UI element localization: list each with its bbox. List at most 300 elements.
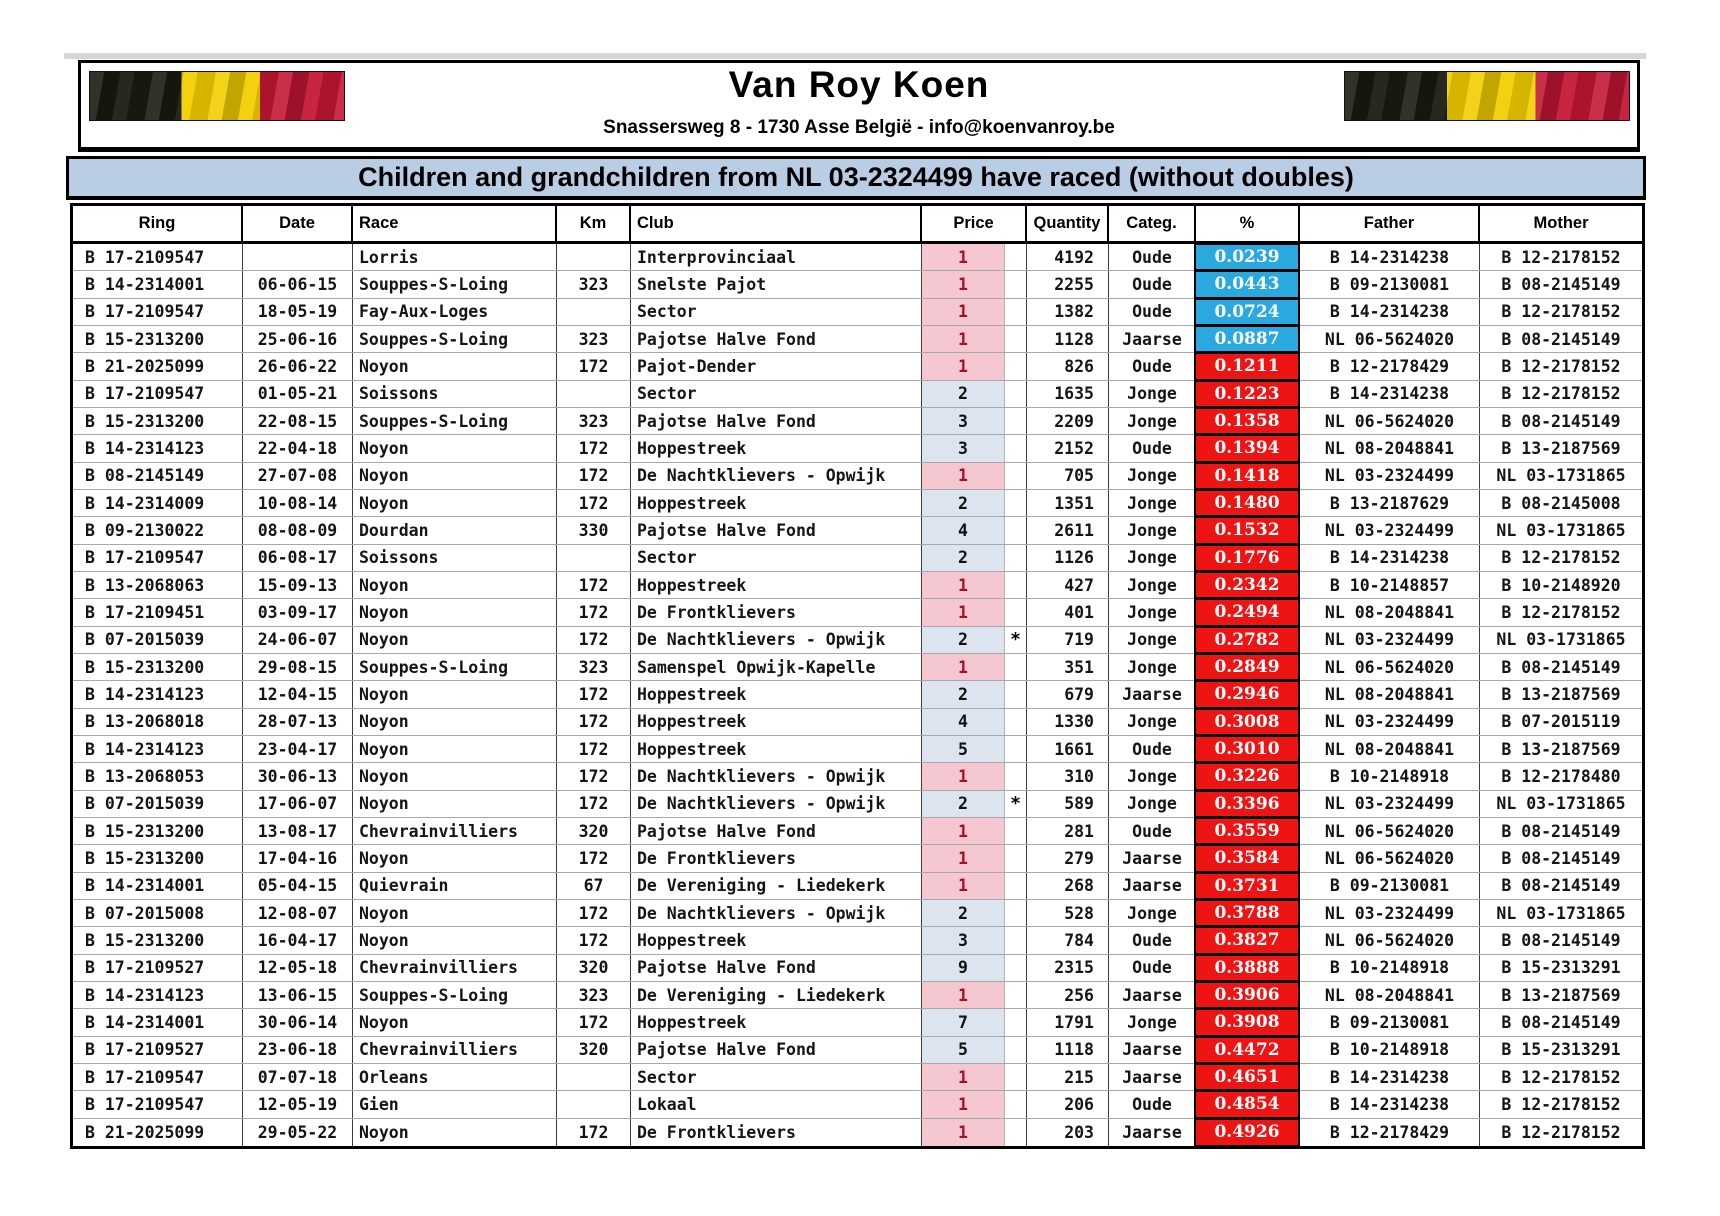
- column-header-date: Date: [243, 206, 353, 241]
- cell-mother: NL 03-1731865: [1496, 903, 1626, 923]
- cell-categ: Jonge: [1109, 791, 1196, 817]
- cell-race: Noyon: [353, 681, 557, 707]
- cell-father: B 14-2314238: [1300, 1091, 1480, 1117]
- cell-club: De Nachtklievers - Opwijk: [631, 463, 922, 489]
- cell-categ: Jonge: [1109, 654, 1196, 680]
- cell-price: 1: [922, 654, 1004, 680]
- cell-qty: 589: [1027, 791, 1109, 817]
- cell-categ: Jonge: [1109, 709, 1196, 735]
- cell-price: 2: [922, 545, 1004, 571]
- cell-mother: B 15-2313291: [1501, 958, 1621, 978]
- table-row: [73, 955, 1642, 982]
- cell-star: [1004, 572, 1027, 598]
- cell-categ: Oude: [1109, 299, 1196, 325]
- cell-date: 18-05-19: [243, 299, 353, 325]
- cell-pct: [1196, 654, 1300, 680]
- cell-qty: 351: [1027, 654, 1109, 680]
- cell-mother: B 08-2145149: [1501, 274, 1621, 294]
- cell-qty: 719: [1027, 627, 1109, 653]
- column-header-ring: Ring: [73, 206, 243, 241]
- cell-ring: B 14-2314123: [73, 435, 243, 461]
- table-row: [73, 736, 1642, 763]
- cell-qty: 2209: [1027, 408, 1109, 434]
- cell-categ: Jaarse: [1109, 1037, 1196, 1063]
- cell-km: 172: [557, 900, 631, 926]
- cell-price: 1: [922, 572, 1004, 598]
- cell-pct: [1196, 927, 1300, 953]
- cell-ring: B 13-2068063: [73, 572, 243, 598]
- table-row: [73, 490, 1642, 517]
- cell-km: [557, 1091, 631, 1117]
- cell-pct: [1196, 463, 1300, 489]
- cell-price: 1: [922, 353, 1004, 379]
- cell-date: 03-09-17: [243, 599, 353, 625]
- cell-father: NL 08-2048841: [1300, 435, 1480, 461]
- cell-father: B 14-2314238: [1300, 545, 1480, 571]
- cell-star: [1004, 1119, 1027, 1146]
- cell-mother: NL 03-1731865: [1496, 520, 1626, 540]
- cell-mother: B 13-2187569: [1501, 438, 1621, 458]
- cell-pct: [1196, 545, 1300, 571]
- table-body: [73, 244, 1642, 1146]
- percent-value: 0.0239: [1194, 243, 1300, 271]
- cell-mother: B 12-2178152: [1501, 247, 1621, 267]
- cell-qty: 2255: [1027, 271, 1109, 297]
- cell-date: 12-08-07: [243, 900, 353, 926]
- cell-qty: 256: [1027, 982, 1109, 1008]
- cell-club: Interprovinciaal: [631, 244, 922, 270]
- cell-ring: B 07-2015039: [73, 627, 243, 653]
- cell-star: [1004, 271, 1027, 297]
- column-header-father: Father: [1300, 206, 1480, 241]
- cell-date: 17-06-07: [243, 791, 353, 817]
- cell-ring: B 13-2068018: [73, 709, 243, 735]
- cell-club: De Frontklievers: [631, 845, 922, 871]
- cell-categ: Jonge: [1109, 763, 1196, 789]
- cell-ring: B 07-2015039: [73, 791, 243, 817]
- cell-qty: 1661: [1027, 736, 1109, 762]
- table-row: [73, 1091, 1642, 1118]
- cell-price: 4: [922, 709, 1004, 735]
- cell-categ: Oude: [1109, 353, 1196, 379]
- cell-race: Noyon: [353, 763, 557, 789]
- cell-qty: 1791: [1027, 1009, 1109, 1035]
- cell-ring: B 21-2025099: [73, 1119, 243, 1146]
- table-row: [73, 709, 1642, 736]
- cell-club: Pajotse Halve Fond: [631, 1037, 922, 1063]
- cell-date: 12-05-18: [243, 955, 353, 981]
- cell-ring: B 14-2314001: [73, 873, 243, 899]
- cell-mother: B 12-2178480: [1501, 766, 1621, 786]
- cell-price: 1: [922, 845, 1004, 871]
- percent-value: 0.3888: [1194, 954, 1300, 982]
- cell-race: Souppes-S-Loing: [353, 654, 557, 680]
- table-row: [73, 545, 1642, 572]
- cell-ring: B 14-2314001: [73, 271, 243, 297]
- cell-ring: B 17-2109547: [73, 545, 243, 571]
- cell-race: Noyon: [353, 435, 557, 461]
- cell-mother: B 08-2145149: [1501, 821, 1621, 841]
- cell-mother: B 08-2145149: [1501, 411, 1621, 431]
- table-row: [73, 299, 1642, 326]
- table-row: [73, 599, 1642, 626]
- cell-price: 2: [922, 381, 1004, 407]
- cell-ring: B 07-2015008: [73, 900, 243, 926]
- cell-ring: B 17-2109451: [73, 599, 243, 625]
- cell-categ: Oude: [1109, 1091, 1196, 1117]
- cell-club: Samenspel Opwijk-Kapelle: [631, 654, 922, 680]
- table-row: [73, 627, 1642, 654]
- cell-ring: B 17-2109547: [73, 381, 243, 407]
- cell-ring: B 14-2314123: [73, 681, 243, 707]
- cell-pct: [1196, 709, 1300, 735]
- cell-star: [1004, 353, 1027, 379]
- cell-price: 1: [922, 1091, 1004, 1117]
- cell-pct: [1196, 353, 1300, 379]
- cell-mother: B 12-2178152: [1501, 548, 1621, 568]
- percent-value: 0.2946: [1194, 680, 1300, 708]
- percent-value: 0.4926: [1194, 1118, 1300, 1147]
- cell-race: Noyon: [353, 845, 557, 871]
- column-header-km: Km: [557, 206, 631, 241]
- cell-club: Pajotse Halve Fond: [631, 326, 922, 352]
- cell-club: De Nachtklievers - Opwijk: [631, 627, 922, 653]
- cell-race: Gien: [353, 1091, 557, 1117]
- cell-categ: Oude: [1109, 955, 1196, 981]
- cell-km: 323: [557, 982, 631, 1008]
- cell-date: 22-08-15: [243, 408, 353, 434]
- cell-categ: Oude: [1109, 736, 1196, 762]
- cell-km: 320: [557, 955, 631, 981]
- cell-race: Noyon: [353, 1009, 557, 1035]
- cell-qty: 784: [1027, 927, 1109, 953]
- cell-mother: B 13-2187569: [1501, 684, 1621, 704]
- table-row: [73, 900, 1642, 927]
- cell-date: 24-06-07: [243, 627, 353, 653]
- cell-qty: 310: [1027, 763, 1109, 789]
- cell-star: [1004, 299, 1027, 325]
- cell-star: [1004, 955, 1027, 981]
- cell-star: *: [1004, 791, 1027, 817]
- cell-date: 30-06-14: [243, 1009, 353, 1035]
- table-row: [73, 435, 1642, 462]
- cell-father: NL 03-2324499: [1300, 517, 1480, 543]
- cell-mother: B 12-2178152: [1501, 384, 1621, 404]
- cell-star: [1004, 517, 1027, 543]
- cell-price: 1: [922, 326, 1004, 352]
- cell-race: Orleans: [353, 1064, 557, 1090]
- cell-qty: 268: [1027, 873, 1109, 899]
- cell-price: 5: [922, 1037, 1004, 1063]
- cell-star: [1004, 463, 1027, 489]
- cell-father: B 14-2314238: [1300, 381, 1480, 407]
- cell-club: Lokaal: [631, 1091, 922, 1117]
- cell-star: [1004, 244, 1027, 270]
- cell-km: [557, 545, 631, 571]
- cell-race: Fay-Aux-Loges: [353, 299, 557, 325]
- cell-father: NL 06-5624020: [1300, 927, 1480, 953]
- cell-club: Snelste Pajot: [631, 271, 922, 297]
- cell-father: B 10-2148918: [1300, 955, 1480, 981]
- cell-categ: Jaarse: [1109, 873, 1196, 899]
- cell-categ: Jonge: [1109, 545, 1196, 571]
- table-row: [73, 326, 1642, 353]
- cell-pct: [1196, 271, 1300, 297]
- cell-categ: Jonge: [1109, 1009, 1196, 1035]
- percent-value: 0.3396: [1194, 790, 1300, 818]
- cell-price: 2: [922, 490, 1004, 516]
- cell-categ: Jonge: [1109, 900, 1196, 926]
- cell-race: Quievrain: [353, 873, 557, 899]
- table-row: [73, 517, 1642, 544]
- table-row: [73, 1064, 1642, 1091]
- cell-date: 22-04-18: [243, 435, 353, 461]
- cell-date: 16-04-17: [243, 927, 353, 953]
- cell-date: 08-08-09: [243, 517, 353, 543]
- cell-star: [1004, 1064, 1027, 1090]
- table-row: [73, 818, 1642, 845]
- cell-km: 172: [557, 463, 631, 489]
- cell-mother: B 08-2145008: [1501, 493, 1621, 513]
- cell-km: [557, 244, 631, 270]
- cell-date: 17-04-16: [243, 845, 353, 871]
- cell-father: B 10-2148918: [1300, 763, 1480, 789]
- cell-father: NL 03-2324499: [1300, 627, 1480, 653]
- cell-categ: Jonge: [1109, 517, 1196, 543]
- cell-qty: 1330: [1027, 709, 1109, 735]
- column-header-mother: Mother: [1533, 214, 1589, 232]
- cell-pct: [1196, 381, 1300, 407]
- cell-club: Pajotse Halve Fond: [631, 517, 922, 543]
- cell-father: NL 03-2324499: [1300, 463, 1480, 489]
- cell-star: [1004, 545, 1027, 571]
- cell-star: [1004, 736, 1027, 762]
- cell-father: NL 06-5624020: [1300, 654, 1480, 680]
- cell-mother: NL 03-1731865: [1496, 794, 1626, 814]
- cell-categ: Jaarse: [1109, 1064, 1196, 1090]
- cell-mother: B 08-2145149: [1501, 1012, 1621, 1032]
- cell-club: Hoppestreek: [631, 490, 922, 516]
- cell-categ: Jonge: [1109, 572, 1196, 598]
- cell-pct: [1196, 1009, 1300, 1035]
- column-header-categ: Categ.: [1109, 206, 1196, 241]
- percent-value: 0.1394: [1194, 434, 1300, 462]
- cell-club: De Frontklievers: [631, 599, 922, 625]
- cell-date: 28-07-13: [243, 709, 353, 735]
- cell-date: [243, 244, 353, 270]
- cell-km: 172: [557, 1119, 631, 1146]
- cell-categ: Jaarse: [1109, 1119, 1196, 1146]
- page-title: Van Roy Koen: [728, 64, 990, 105]
- cell-pct: [1196, 1064, 1300, 1090]
- percent-value: 0.1776: [1194, 544, 1300, 572]
- cell-race: Noyon: [353, 463, 557, 489]
- percent-value: 0.1418: [1194, 462, 1300, 490]
- cell-father: NL 03-2324499: [1300, 900, 1480, 926]
- cell-mother: B 12-2178152: [1501, 302, 1621, 322]
- cell-km: 172: [557, 791, 631, 817]
- column-header-pct: %: [1196, 206, 1300, 241]
- cell-qty: 281: [1027, 818, 1109, 844]
- cell-mother: B 12-2178152: [1501, 602, 1621, 622]
- cell-categ: Oude: [1109, 244, 1196, 270]
- cell-qty: 2152: [1027, 435, 1109, 461]
- cell-qty: 401: [1027, 599, 1109, 625]
- cell-father: NL 08-2048841: [1300, 982, 1480, 1008]
- cell-pct: [1196, 572, 1300, 598]
- cell-date: 13-06-15: [243, 982, 353, 1008]
- cell-pct: [1196, 627, 1300, 653]
- cell-qty: 1382: [1027, 299, 1109, 325]
- cell-km: 172: [557, 927, 631, 953]
- results-table: [70, 203, 1645, 1149]
- cell-date: 07-07-18: [243, 1064, 353, 1090]
- cell-star: *: [1004, 627, 1027, 653]
- cell-date: 10-08-14: [243, 490, 353, 516]
- cell-ring: B 15-2313200: [73, 927, 243, 953]
- cell-date: 27-07-08: [243, 463, 353, 489]
- cell-qty: 427: [1027, 572, 1109, 598]
- cell-father: B 09-2130081: [1300, 1009, 1480, 1035]
- cell-star: [1004, 490, 1027, 516]
- section-banner: Children and grandchildren from NL 03-2324499 have raced (without doubles): [66, 156, 1646, 200]
- cell-mother: B 15-2313291: [1501, 1040, 1621, 1060]
- cell-father: B 10-2148918: [1300, 1037, 1480, 1063]
- cell-pct: [1196, 490, 1300, 516]
- cell-star: [1004, 435, 1027, 461]
- cell-father: B 12-2178429: [1300, 353, 1480, 379]
- cell-ring: B 15-2313200: [73, 654, 243, 680]
- table-row: [73, 572, 1642, 599]
- cell-star: [1004, 982, 1027, 1008]
- cell-ring: B 14-2314123: [73, 982, 243, 1008]
- cell-race: Noyon: [353, 900, 557, 926]
- cell-pct: [1196, 681, 1300, 707]
- table-row: [73, 982, 1642, 1009]
- cell-club: Sector: [631, 545, 922, 571]
- cell-ring: B 14-2314001: [73, 1009, 243, 1035]
- cell-club: Pajot-Dender: [631, 353, 922, 379]
- cell-race: Souppes-S-Loing: [353, 326, 557, 352]
- percent-value: 0.3008: [1194, 708, 1300, 736]
- table-row: [73, 408, 1642, 435]
- cell-ring: B 17-2109547: [73, 1064, 243, 1090]
- cell-star: [1004, 381, 1027, 407]
- cell-father: NL 06-5624020: [1300, 408, 1480, 434]
- cell-mother: B 08-2145149: [1501, 657, 1621, 677]
- page-edge-shadow: [64, 53, 1646, 59]
- cell-ring: B 13-2068053: [73, 763, 243, 789]
- cell-price: 3: [922, 435, 1004, 461]
- cell-categ: Jaarse: [1109, 982, 1196, 1008]
- cell-mother: B 08-2145149: [1501, 848, 1621, 868]
- percent-value: 0.4651: [1194, 1063, 1300, 1091]
- cell-race: Noyon: [353, 1119, 557, 1146]
- cell-price: 2: [922, 791, 1004, 817]
- cell-father: NL 06-5624020: [1300, 326, 1480, 352]
- cell-club: Hoppestreek: [631, 927, 922, 953]
- cell-ring: B 17-2109547: [73, 244, 243, 270]
- cell-pct: [1196, 736, 1300, 762]
- cell-club: De Nachtklievers - Opwijk: [631, 763, 922, 789]
- cell-mother: B 13-2187569: [1501, 739, 1621, 759]
- cell-price: 3: [922, 927, 1004, 953]
- cell-price: 4: [922, 517, 1004, 543]
- cell-km: 172: [557, 572, 631, 598]
- cell-father: B 14-2314238: [1300, 244, 1480, 270]
- cell-categ: Jonge: [1109, 627, 1196, 653]
- cell-price: 1: [922, 1119, 1004, 1146]
- cell-km: 172: [557, 709, 631, 735]
- table-row: [73, 463, 1642, 490]
- cell-club: Hoppestreek: [631, 1009, 922, 1035]
- cell-km: 172: [557, 681, 631, 707]
- cell-date: 29-05-22: [243, 1119, 353, 1146]
- cell-mother: NL 03-1731865: [1496, 466, 1626, 486]
- cell-qty: 1128: [1027, 326, 1109, 352]
- cell-father: NL 06-5624020: [1300, 818, 1480, 844]
- cell-price: 1: [922, 599, 1004, 625]
- cell-race: Noyon: [353, 353, 557, 379]
- percent-value: 0.3226: [1194, 762, 1300, 790]
- cell-km: 67: [557, 873, 631, 899]
- table-row: [73, 1119, 1642, 1146]
- cell-qty: 705: [1027, 463, 1109, 489]
- cell-km: 320: [557, 1037, 631, 1063]
- cell-ring: B 15-2313200: [73, 818, 243, 844]
- cell-club: Pajotse Halve Fond: [631, 408, 922, 434]
- cell-race: Souppes-S-Loing: [353, 408, 557, 434]
- cell-km: 172: [557, 763, 631, 789]
- cell-ring: B 17-2109527: [73, 1037, 243, 1063]
- table-row: [73, 1037, 1642, 1064]
- cell-categ: Jonge: [1109, 490, 1196, 516]
- cell-price: 1: [922, 763, 1004, 789]
- cell-father: NL 08-2048841: [1300, 681, 1480, 707]
- percent-value: 0.3788: [1194, 899, 1300, 927]
- cell-categ: Oude: [1109, 818, 1196, 844]
- cell-ring: B 09-2130022: [73, 517, 243, 543]
- address-line: Snassersweg 8 - 1730 Asse België - info@koenvanroy.be: [603, 117, 1115, 138]
- cell-price: 1: [922, 244, 1004, 270]
- cell-km: 172: [557, 353, 631, 379]
- percent-value: 0.3827: [1194, 926, 1300, 954]
- cell-race: Noyon: [353, 736, 557, 762]
- cell-mother: B 13-2187569: [1501, 985, 1621, 1005]
- percent-value: 0.1358: [1194, 407, 1300, 435]
- cell-race: Souppes-S-Loing: [353, 982, 557, 1008]
- cell-star: [1004, 845, 1027, 871]
- column-header-club: Club: [631, 206, 922, 241]
- cell-km: 323: [557, 408, 631, 434]
- cell-ring: B 15-2313200: [73, 408, 243, 434]
- cell-km: 172: [557, 599, 631, 625]
- cell-mother: B 12-2178152: [1501, 1122, 1621, 1142]
- cell-mother: NL 03-1731865: [1496, 630, 1626, 650]
- cell-star: [1004, 927, 1027, 953]
- cell-mother: B 08-2145149: [1501, 930, 1621, 950]
- cell-mother: B 12-2178152: [1501, 356, 1621, 376]
- cell-race: Dourdan: [353, 517, 557, 543]
- cell-race: Soissons: [353, 381, 557, 407]
- cell-ring: B 14-2314123: [73, 736, 243, 762]
- cell-club: Hoppestreek: [631, 572, 922, 598]
- cell-km: 172: [557, 435, 631, 461]
- cell-date: 23-04-17: [243, 736, 353, 762]
- cell-price: 3: [922, 408, 1004, 434]
- cell-price: 7: [922, 1009, 1004, 1035]
- cell-club: De Vereniging - Liedekerk: [631, 873, 922, 899]
